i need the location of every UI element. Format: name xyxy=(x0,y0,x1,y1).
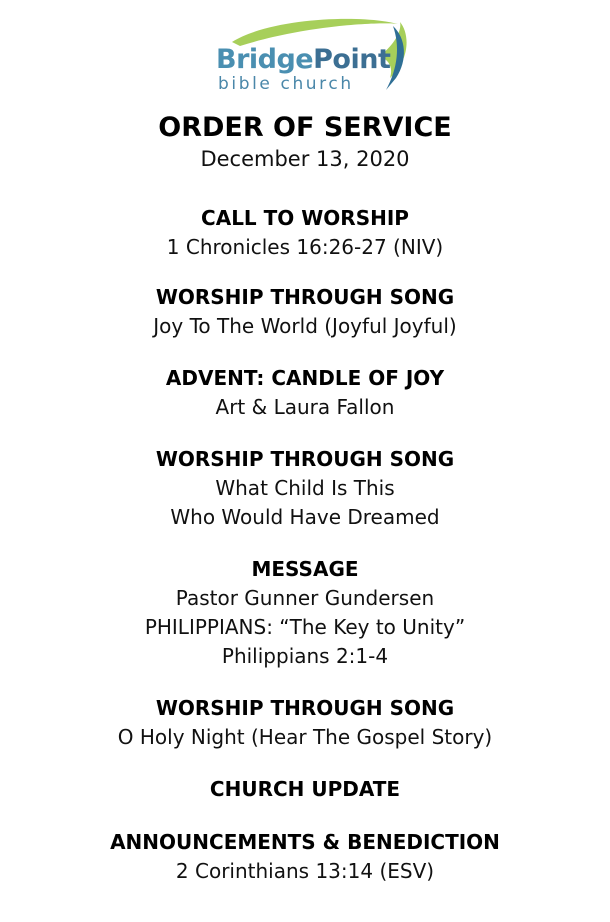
item-line: Who Would Have Dreamed xyxy=(170,505,440,529)
page-title: ORDER OF SERVICE xyxy=(158,112,452,143)
logo-name xyxy=(216,46,390,73)
item-line: 1 Chronicles 16:26-27 (NIV) xyxy=(166,235,444,259)
item-heading: WORSHIP THROUGH SONG xyxy=(155,285,455,309)
item-heading: ADVENT: CANDLE OF JOY xyxy=(165,366,445,390)
logo-name-bridge: Bridge xyxy=(216,44,314,75)
item-line: Pastor Gunner Gundersen xyxy=(175,586,435,610)
item-heading: MESSAGE xyxy=(251,557,359,581)
logo-subtitle: bible church xyxy=(218,74,354,94)
item-heading: WORSHIP THROUGH SONG xyxy=(155,696,455,720)
service-item-church-update xyxy=(0,775,610,804)
service-item-announcements xyxy=(0,828,610,886)
item-heading: WORSHIP THROUGH SONG xyxy=(155,447,455,471)
service-item-advent-candle xyxy=(0,364,610,422)
service-item-worship-song-2 xyxy=(0,445,610,532)
logo-name-point: Point xyxy=(313,44,391,75)
item-line: What Child Is This xyxy=(215,476,395,500)
service-date: December 13, 2020 xyxy=(200,147,410,171)
item-line: Art & Laura Fallon xyxy=(215,395,395,419)
service-item-worship-song-1 xyxy=(0,283,610,341)
service-item-call-to-worship xyxy=(0,204,610,262)
service-item-message xyxy=(0,555,610,671)
item-line: Philippians 2:1-4 xyxy=(221,644,389,668)
item-heading: CHURCH UPDATE xyxy=(209,777,401,801)
item-heading: CALL TO WORSHIP xyxy=(201,206,409,230)
bridgepoint-logo xyxy=(210,16,415,96)
item-line: 2 Corinthians 13:14 (ESV) xyxy=(175,859,435,883)
item-line: Joy To The World (Joyful Joyful) xyxy=(153,314,457,338)
item-line: O Holy Night (Hear The Gospel Story) xyxy=(117,725,493,749)
item-line: PHILIPPIANS: “The Key to Unity” xyxy=(144,615,466,639)
item-heading: ANNOUNCEMENTS & BENEDICTION xyxy=(110,830,500,854)
service-item-worship-song-3 xyxy=(0,694,610,752)
